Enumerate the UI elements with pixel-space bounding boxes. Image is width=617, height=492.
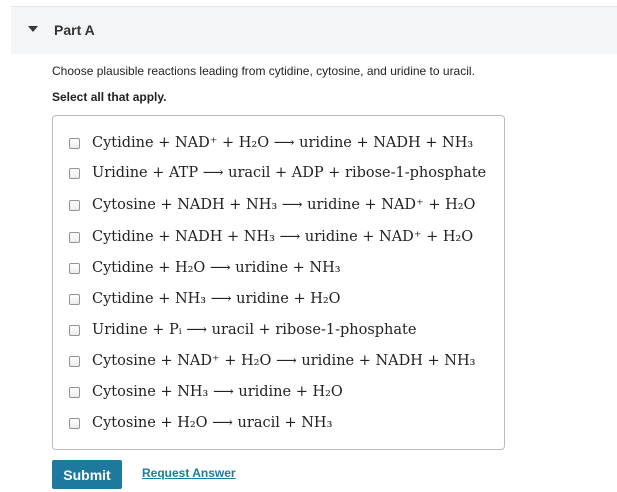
option-label: Cytidine + NADH + NH₃ ⟶ uridine + NAD⁺ + H₂O [92,229,474,245]
checkbox[interactable] [69,418,80,429]
option-4[interactable] [69,227,473,247]
option-7[interactable] [69,320,416,340]
checkbox[interactable] [69,200,80,211]
option-label: Uridine + Pᵢ ⟶ uracil + ribose-1-phosphate [92,322,417,338]
option-3[interactable] [69,195,475,215]
option-5[interactable] [69,258,341,278]
answer-options [52,115,505,450]
submit-button[interactable]: Submit [52,460,122,489]
option-label: Cytidine + H₂O ⟶ uridine + NH₃ [92,260,341,276]
checkbox[interactable] [69,294,80,305]
option-label: Cytosine + NAD⁺ + H₂O ⟶ uridine + NADH + NH₃ [92,353,476,369]
option-9[interactable] [69,382,343,402]
request-answer-link[interactable]: Request Answer [142,466,236,480]
checkbox[interactable] [69,232,80,243]
option-2[interactable] [69,163,486,183]
option-8[interactable] [69,351,475,371]
option-10[interactable] [69,413,332,433]
checkbox[interactable] [69,138,80,149]
option-label: Cytidine + NAD⁺ + H₂O ⟶ uridine + NADH + NH₃ [92,135,474,151]
option-1[interactable] [69,133,473,153]
option-label: Cytosine + H₂O ⟶ uracil + NH₃ [92,415,333,431]
checkbox[interactable] [69,387,80,398]
caret-down-icon[interactable] [28,26,38,32]
checkbox[interactable] [69,168,80,179]
option-6[interactable] [69,289,341,309]
option-label: Cytosine + NADH + NH₃ ⟶ uridine + NAD⁺ + H₂O [92,197,476,213]
part-title: Part A [54,22,95,38]
checkbox[interactable] [69,263,80,274]
option-label: Cytidine + NH₃ ⟶ uridine + H₂O [92,291,341,307]
checkbox[interactable] [69,356,80,367]
option-label: Cytosine + NH₃ ⟶ uridine + H₂O [92,384,343,400]
checkbox[interactable] [69,325,80,336]
option-label: Uridine + ATP ⟶ uracil + ADP + ribose-1-phosphate [92,165,487,181]
select-all-hint: Select all that apply. [52,90,167,104]
part-header[interactable] [11,6,617,54]
question-instructions: Choose plausible reactions leading from cytidine, cytosine, and uridine to uracil. [52,64,475,78]
